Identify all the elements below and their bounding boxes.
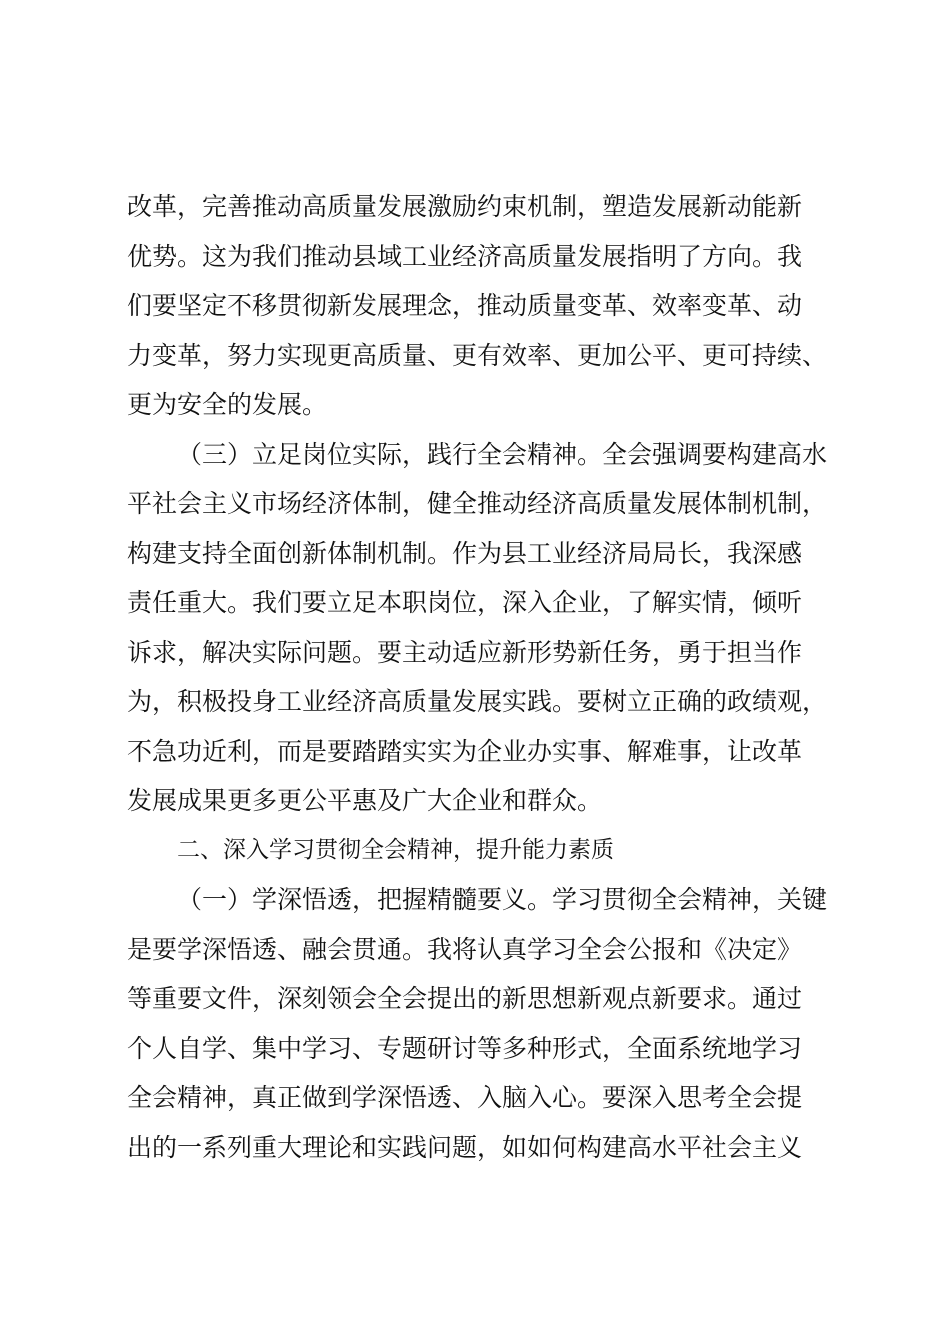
text-line: 全会精神，真正做到学深悟透、入脑入心。要深入思考全会提	[127, 1083, 803, 1112]
text-line: 优势。这为我们推动县域工业经济高质量发展指明了方向。我	[127, 241, 803, 271]
text-line: 是要学深悟透、融会贯通。我将认真学习全会公报和《决定》	[127, 934, 803, 964]
text-line: 改革，完善推动高质量发展激励约束机制，塑造发展新动能新	[127, 192, 803, 221]
text-line: 责任重大。我们要立足本职岗位，深入企业，了解实情，倾听	[127, 588, 803, 617]
text-line: 不急功近利，而是要踏踏实实为企业办实事、解难事，让改革	[127, 736, 803, 766]
text-line: 等重要文件，深刻领会全会提出的新思想新观点新要求。通过	[127, 984, 803, 1013]
paragraph-section-three	[127, 430, 857, 826]
text-line: 构建支持全面创新体制机制。作为县工业经济局局长，我深感	[127, 538, 803, 568]
text-line: 为，积极投身工业经济高质量发展实践。要树立正确的政绩观，	[127, 687, 828, 716]
text-line: 力变革，努力实现更高质量、更有效率、更加公平、更可持续、	[127, 340, 828, 370]
text-line: 诉求，解决实际问题。要主动适应新形势新任务，勇于担当作	[127, 637, 803, 667]
paragraph-section-one	[127, 875, 857, 1172]
text-line: 个人自学、集中学习、专题研讨等多种形式，全面系统地学习	[127, 1033, 803, 1063]
text-line: （三）立足岗位实际，践行全会精神。全会强调要构建高水	[177, 439, 828, 469]
text-line: 出的一系列重大理论和实践问题，如如何构建高水平社会主义	[127, 1132, 803, 1162]
text-line: 更为安全的发展。	[127, 390, 328, 419]
document-body	[127, 182, 857, 1172]
text-line: 们要坚定不移贯彻新发展理念，推动质量变革、效率变革、动	[127, 291, 803, 320]
text-line: （一）学深悟透，把握精髓要义。学习贯彻全会精神，关键	[177, 885, 828, 914]
paragraph-reform-continuation	[127, 182, 857, 430]
section-heading: 二、深入学习贯彻全会精神，提升能力素质	[177, 836, 614, 863]
text-line: 发展成果更多更公平惠及广大企业和群众。	[127, 786, 603, 815]
text-line: 平社会主义市场经济体制，健全推动经济高质量发展体制机制，	[127, 489, 828, 518]
